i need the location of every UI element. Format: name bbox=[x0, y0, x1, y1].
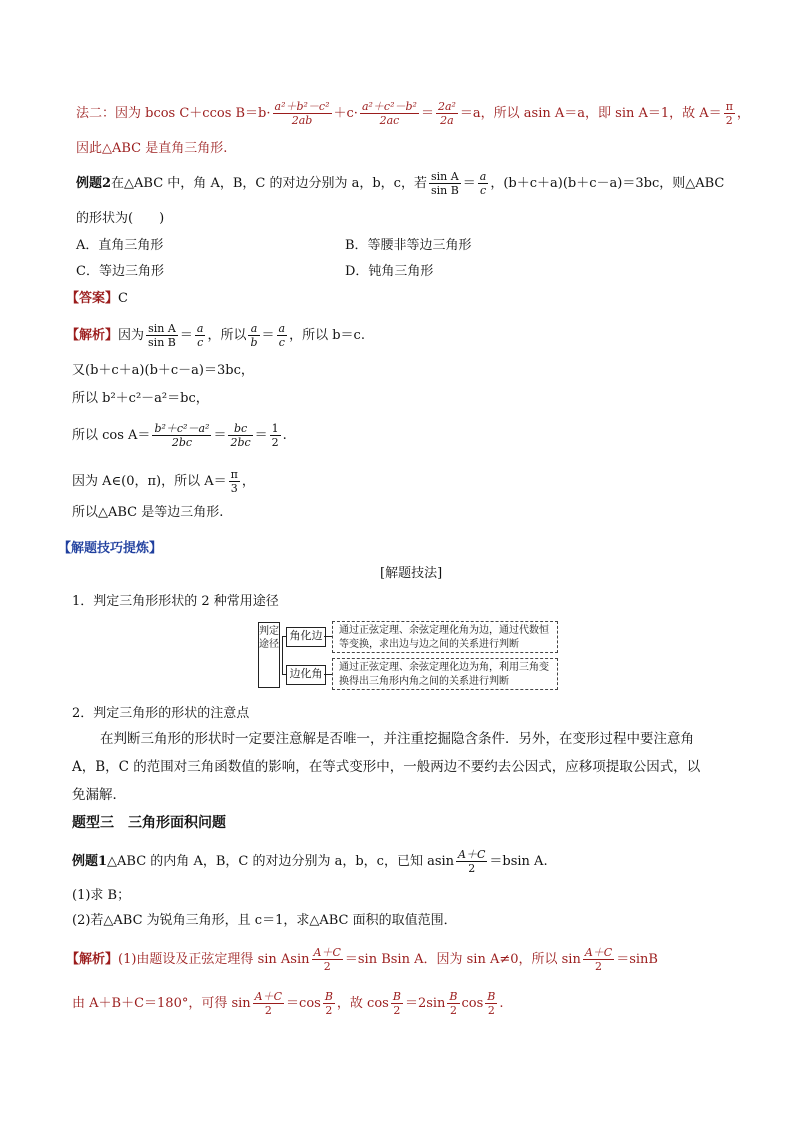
option-b: B．等腰非等边三角形 bbox=[345, 238, 472, 253]
analysis-step1: 又(b＋c＋a)(b＋c－a)＝3bc， bbox=[72, 363, 254, 378]
skills-para-line2: A，B，C 的范围对三角函数值的影响，在等式变形中，一般两边不要约去公因式，应移项提取公因式，以 bbox=[72, 759, 701, 775]
diagram-branch-1-desc: 通过正弦定理、余弦定理化角为边，通过代数恒等变换，求出边与边之间的关系进行判断 bbox=[332, 621, 558, 653]
analysis-step3: 所以 cos A＝ $\frac{\text{b²＋c²－a²}}{2bc}$ ＝ $\frac{bc}{2bc}$ ＝ $\frac{1}{2}$ . bbox=[72, 422, 287, 449]
analysis-step4: 因为 A∈(0，π)，所以 A＝ $\frac{\pi}{3}$ ， bbox=[72, 468, 255, 495]
analysis-step2: 所以 b²＋c²－a²＝bc， bbox=[72, 391, 209, 406]
skills-item2: 2．判定三角形的形状的注意点 bbox=[72, 706, 250, 721]
analysis-label: 【解析】 bbox=[66, 328, 119, 343]
type3-solution-line2: 由 A＋B＋C＝180°，可得 sin $\frac{A+C}{2}$ ＝cos $\frac{B}{2}$ ，故 cos $\frac{B}{2}$ ＝2sin $\frac{B}{2}$ cos $\frac{B}{2}$ . bbox=[72, 990, 504, 1017]
skills-item1: 1．判定三角形形状的 2 种常用途径 bbox=[72, 594, 279, 609]
example2-label: 例题2 bbox=[76, 176, 112, 191]
answer bbox=[66, 290, 128, 308]
answer-label: 【答案】 bbox=[66, 291, 119, 306]
skills-subheading: [解题技法] bbox=[380, 566, 443, 581]
method2-line2: 因此△ABC 是直角三角形. bbox=[76, 141, 228, 156]
diagram-connector bbox=[282, 636, 283, 674]
type3-heading: 题型三 三角形面积问题 bbox=[72, 815, 226, 831]
diagram-connector bbox=[324, 636, 332, 637]
skills-heading: 【解题技巧提炼】 bbox=[58, 541, 163, 556]
diagram-branch-2: 边化角 bbox=[286, 665, 326, 685]
diagram-branch-2-desc: 通过正弦定理、余弦定理化边为角，利用三角变换得出三角形内角之间的关系进行判断 bbox=[332, 658, 558, 690]
answer-value: C bbox=[118, 291, 128, 306]
example2-stem: 例题2在△ABC 中，角 A，B，C 的对边分别为 a，b，c，若 $\frac{\text{sin A}}{\text{sin B}}$ ＝ $\frac{a}{c}$ ，(b＋c＋a)(b＋c－a)＝3bc，则△ABC bbox=[76, 170, 725, 197]
type3-solution-line1: 【解析】(1)由题设及正弦定理得 sin Asin $\frac{A+C}{2}$ ＝sin Bsin A．因为 sin A≠0，所以 sin $\frac{A+C}{2}$ ＝sinB bbox=[66, 946, 658, 973]
diagram-branch-1: 角化边 bbox=[286, 627, 326, 647]
skills-para-line3: 免漏解． bbox=[72, 787, 126, 803]
analysis-line1: 【解析】因为 $\frac{\text{sin A}}{\text{sin B}}$ ＝ $\frac{a}{c}$ ，所以 $\frac{a}{b}$ ＝ $\frac{a}{c}$ ，所以 b＝c. bbox=[66, 322, 365, 349]
option-a: A．直角三角形 bbox=[76, 238, 164, 253]
analysis-step5: 所以△ABC 是等边三角形. bbox=[72, 505, 224, 520]
type3-q2: (2)若△ABC 为锐角三角形，且 c＝1，求△ABC 面积的取值范围． bbox=[72, 913, 457, 928]
type3-example-label: 例题1 bbox=[72, 854, 108, 869]
method2-line1: 法二：因为 bcos C＋ccos B＝b· $\frac{\text{a²＋b²－c²}}{2ab}$ ＋c· $\frac{\text{a²＋c²－b²}}{2ac}$ ＝ $\frac{\text{2a²}}{2a}$ ＝a，所以 asin A＝a，即 sin A＝1，故 A＝ $\frac{\pi}{2}$ ， bbox=[76, 100, 750, 127]
option-c: C．等边三角形 bbox=[76, 264, 164, 279]
type3-solution-label: 【解析】 bbox=[66, 952, 119, 967]
type3-q1: (1)求 B； bbox=[72, 888, 131, 903]
type3-example: 例题1△ABC 的内角 A，B，C 的对边分别为 a，b，c，已知 asin $\frac{A+C}{2}$ ＝bsin A. bbox=[72, 848, 548, 875]
diagram-root: 判定途径 bbox=[258, 622, 280, 688]
skills-para-line1: 在判断三角形的形状时一定要注意解是否唯一，并注重挖掘隐含条件．另外，在变形过程中要注意角 bbox=[100, 731, 694, 747]
option-d: D．钝角三角形 bbox=[345, 264, 434, 279]
example2-stem-line2: 的形状为( ) bbox=[76, 211, 165, 226]
diagram-connector bbox=[324, 674, 332, 675]
